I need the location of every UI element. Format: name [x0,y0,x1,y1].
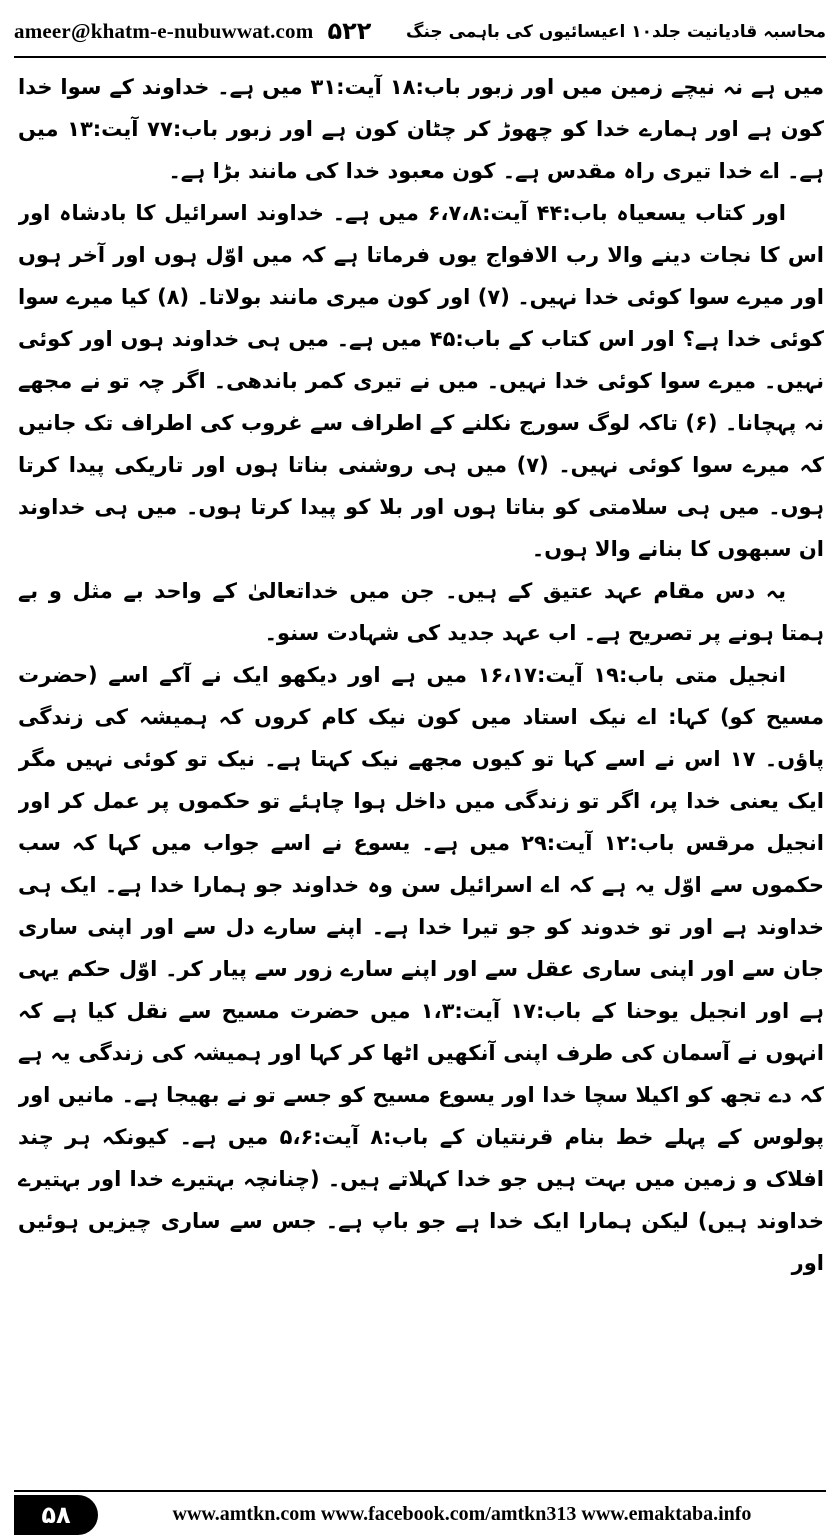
paragraph-1: میں ہے نہ نیچے زمین میں اور زبور باب:۱۸ آیت:۳۱ میں ہے۔ خداوند کے سوا خدا کون ہے اور ہمارے خدا کو چھوڑ کر چٹان کون ہے اور زبور باب:۷۷ آیت:۱۳ میں ہے۔ اے خدا تیری راہ مقدس ہے۔ کون معبود خدا کی مانند بڑا ہے۔ [18,75,824,183]
page-header [14,6,826,58]
footer-page-number-badge [14,1495,98,1535]
paragraph-2: اور کتاب یسعیاہ باب:۴۴ آیت:۶،۷،۸ میں ہے۔ خداوند اسرائیل کا بادشاہ اور اس کا نجات دینے والا رب الافواج یوں فرماتا ہے کہ میں اوّل ہوں اور آخر ہوں اور میرے سوا کوئی خدا نہیں۔ (۷) اور کون میری مانند بولاتا۔ (۸) کیا میرے سوا کوئی خدا ہے؟ اور اس کتاب کے باب:۴۵ میں ہے۔ میں ہی خداوند ہوں اور کوئی نہیں۔ میرے سوا کوئی خدا نہیں۔ میں نے تیری کمر باندھی۔ اگر چہ تو نے مجھے نہ پہچانا۔ (۶) تاکہ لوگ سورج نکلنے کے اطراف سے غروب کی اطراف تک جانیں کہ میرے سوا کوئی نہیں۔ (۷) میں ہی روشنی بناتا ہوں اور تاریکی پیدا کرتا ہوں۔ میں ہی سلامتی کو بناتا ہوں اور بلا کو پیدا کرتا ہوں۔ میں ہی خداوند ان سبھوں کا بنانے والا ہوں۔ [18,201,824,561]
header-email: ameer@khatm-e-nubuwwat.com [14,18,314,43]
footer-links: www.amtkn.com www.facebook.com/amtkn313 www.emaktaba.info [172,1502,752,1525]
footer-page-number: ۵۸ [41,1501,71,1529]
page-footer [14,1490,826,1536]
paragraph-3: یہ دس مقام عہد عتیق کے ہیں۔ جن میں خداتعالیٰ کے واحد بے مثل و بے ہمتا ہونے پر تصریح ہے۔ اب عہد جدید کی شہادت سنو۔ [18,579,824,645]
header-left-group [14,17,371,45]
header-book-page-number: ۵۲۲ [327,17,372,45]
paragraph-4: انجیل متی باب:۱۹ آیت:۱۶،۱۷ میں ہے اور دیکھو ایک نے آکے اسے (حضرت مسیح کو) کہا: اے نیک استاد میں کون نیک کام کروں کہ ہمیشہ کی زندگی پاؤں۔ ۱۷ اس نے اسے کہا تو کیوں مجھے نیک کہتا ہے۔ نیک تو کوئی نہیں مگر ایک یعنی خدا پر، اگر تو زندگی میں داخل ہوا چاہئے تو حکموں پر عمل کر اور انجیل مرقس باب:۱۲ آیت:۲۹ میں ہے۔ یسوع نے اسے جواب میں کہا کہ سب حکموں سے اوّل یہ ہے کہ اے اسرائیل سن وہ خداوند جو ہمارا خدا ہے۔ ایک ہی خداوند ہے اور تو خدوند کو جو تیرا خدا ہے۔ اپنے سارے دل سے اور اپنی ساری جان سے اور اپنی ساری عقل سے اور اپنے سارے زور سے پیار کر۔ اوّل حکم یہی ہے اور انجیل یوحنا کے باب:۱۷ آیت:۱،۳ میں حضرت مسیح سے نقل کیا ہے کہ انہوں نے آسمان کی طرف اپنی آنکھیں اٹھا کر کہا اور ہمیشہ کی زندگی یہ ہے کہ دے تجھ کو اکیلا سچا خدا اور یسوع مسیح کو جسے تو نے بھیجا ہے۔ مانیں اور پولوس کے پہلے خط بنام قرنتیان کے باب:۸ آیت:۵،۶ میں ہے۔ کیونکہ ہر چند افلاک و زمین میں بہت ہیں جو خدا کہلاتے ہیں۔ (چنانچہ بہتیرے خدا اور بہتیرے خداوند ہیں) لیکن ہمارا ایک خدا ہے جو باپ ہے۔ جس سے ساری چیزیں ہوئیں اور [18,663,824,1275]
body-text [18,66,824,1476]
header-title: محاسبہ قادیانیت جلد۱۰ اعیسائیوں کی باہمی جنگ [406,21,826,42]
